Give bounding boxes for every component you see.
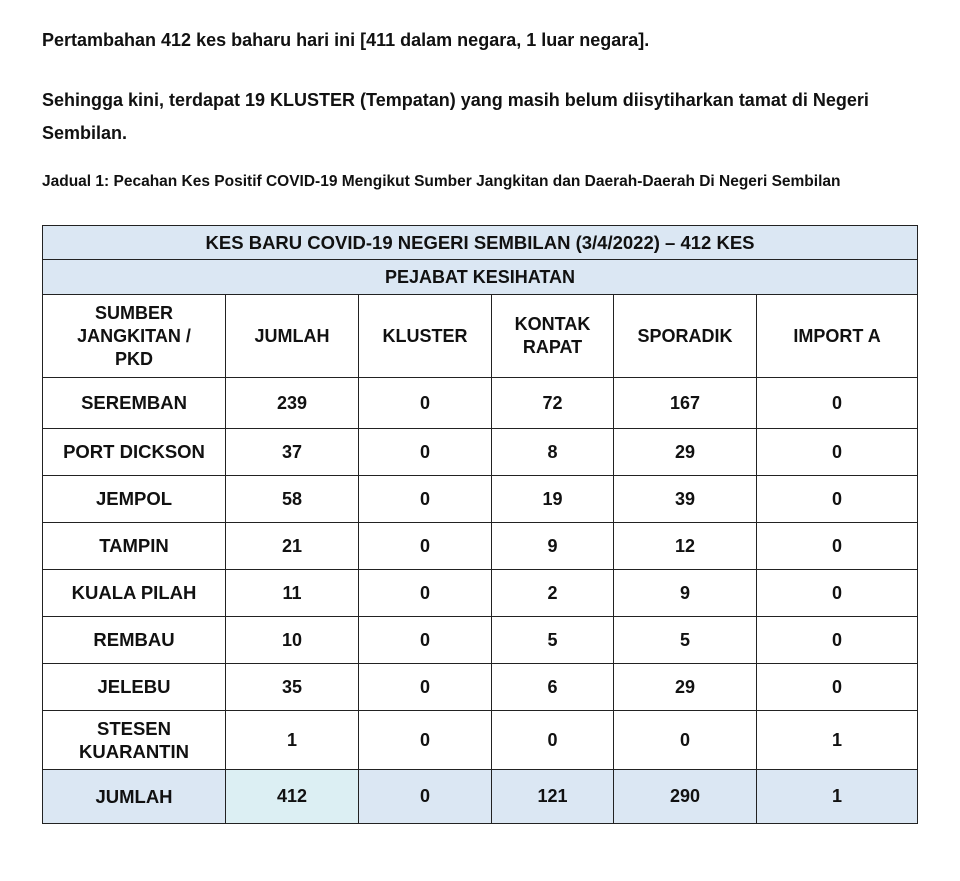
total-row xyxy=(43,770,918,824)
table-cell: 21 xyxy=(226,523,359,570)
table-title: KES BARU COVID-19 NEGERI SEMBILAN (3/4/2022) – 412 KES xyxy=(43,226,918,260)
table-cell: 0 xyxy=(757,429,918,476)
table-cell: 0 xyxy=(359,378,492,429)
table-cell: 1 xyxy=(226,711,359,770)
table-cell: 58 xyxy=(226,476,359,523)
table-row xyxy=(43,378,918,429)
table-row xyxy=(43,711,918,770)
total-cell: 290 xyxy=(614,770,757,824)
table-cell: 0 xyxy=(757,664,918,711)
table-cell: REMBAU xyxy=(43,617,226,664)
table-cell: 0 xyxy=(757,476,918,523)
table-cell: 9 xyxy=(492,523,614,570)
table-cell: 0 xyxy=(757,570,918,617)
total-cell: JUMLAH xyxy=(43,770,226,824)
table-cell: 5 xyxy=(614,617,757,664)
table-cell: 8 xyxy=(492,429,614,476)
table-cell: 0 xyxy=(757,378,918,429)
table-cell: JELEBU xyxy=(43,664,226,711)
table-cell: 29 xyxy=(614,429,757,476)
table-row xyxy=(43,429,918,476)
table-subtitle: PEJABAT KESIHATAN xyxy=(43,260,918,295)
table-cell: 5 xyxy=(492,617,614,664)
table-row xyxy=(43,476,918,523)
table-cell: 19 xyxy=(492,476,614,523)
column-header: SPORADIK xyxy=(614,295,757,378)
table-cell: 9 xyxy=(614,570,757,617)
table-cell: 0 xyxy=(757,617,918,664)
table-cell: 0 xyxy=(359,570,492,617)
total-cell: 0 xyxy=(359,770,492,824)
column-header: SUMBER JANGKITAN / PKD xyxy=(43,295,226,378)
table-cell: PORT DICKSON xyxy=(43,429,226,476)
table-cell: 0 xyxy=(359,429,492,476)
table-cell: 0 xyxy=(359,523,492,570)
table-cell: 10 xyxy=(226,617,359,664)
table-row xyxy=(43,617,918,664)
table-cell: 72 xyxy=(492,378,614,429)
table-cell: SEREMBAN xyxy=(43,378,226,429)
intro-paragraph: Pertambahan 412 kes baharu hari ini [411 dalam negara, 1 luar negara]. xyxy=(42,30,650,50)
table-cell: 0 xyxy=(614,711,757,770)
table-cell: 6 xyxy=(492,664,614,711)
table-cell: JEMPOL xyxy=(43,476,226,523)
table-cell: 167 xyxy=(614,378,757,429)
table-cell: 0 xyxy=(359,664,492,711)
table-cell: STESEN KUARANTIN xyxy=(43,711,226,770)
table-cell: 0 xyxy=(359,617,492,664)
table-cell: TAMPIN xyxy=(43,523,226,570)
total-cell: 1 xyxy=(757,770,918,824)
cluster-paragraph: Sehingga kini, terdapat 19 KLUSTER (Tempatan) yang masih belum diisytiharkan tamat di Negeri Sembilan. xyxy=(42,90,869,143)
table-caption: Jadual 1: Pecahan Kes Positif COVID-19 Mengikut Sumber Jangkitan dan Daerah-Daerah Di Negeri Sembilan xyxy=(42,173,841,190)
table-row xyxy=(43,570,918,617)
table-cell: 0 xyxy=(492,711,614,770)
table-cell: 239 xyxy=(226,378,359,429)
column-header: KLUSTER xyxy=(359,295,492,378)
column-header: KONTAK RAPAT xyxy=(492,295,614,378)
total-cell: 121 xyxy=(492,770,614,824)
column-header: JUMLAH xyxy=(226,295,359,378)
table-cell: 2 xyxy=(492,570,614,617)
table-cell: 37 xyxy=(226,429,359,476)
table-cell: 0 xyxy=(359,711,492,770)
table-row xyxy=(43,664,918,711)
table-cell: KUALA PILAH xyxy=(43,570,226,617)
table-cell: 1 xyxy=(757,711,918,770)
table-cell: 39 xyxy=(614,476,757,523)
covid-cases-table xyxy=(42,225,918,824)
table-row xyxy=(43,523,918,570)
table-cell: 0 xyxy=(359,476,492,523)
table-cell: 29 xyxy=(614,664,757,711)
table-cell: 0 xyxy=(757,523,918,570)
table-cell: 12 xyxy=(614,523,757,570)
column-header: IMPORT A xyxy=(757,295,918,378)
table-cell: 11 xyxy=(226,570,359,617)
total-cell: 412 xyxy=(226,770,359,824)
table-cell: 35 xyxy=(226,664,359,711)
